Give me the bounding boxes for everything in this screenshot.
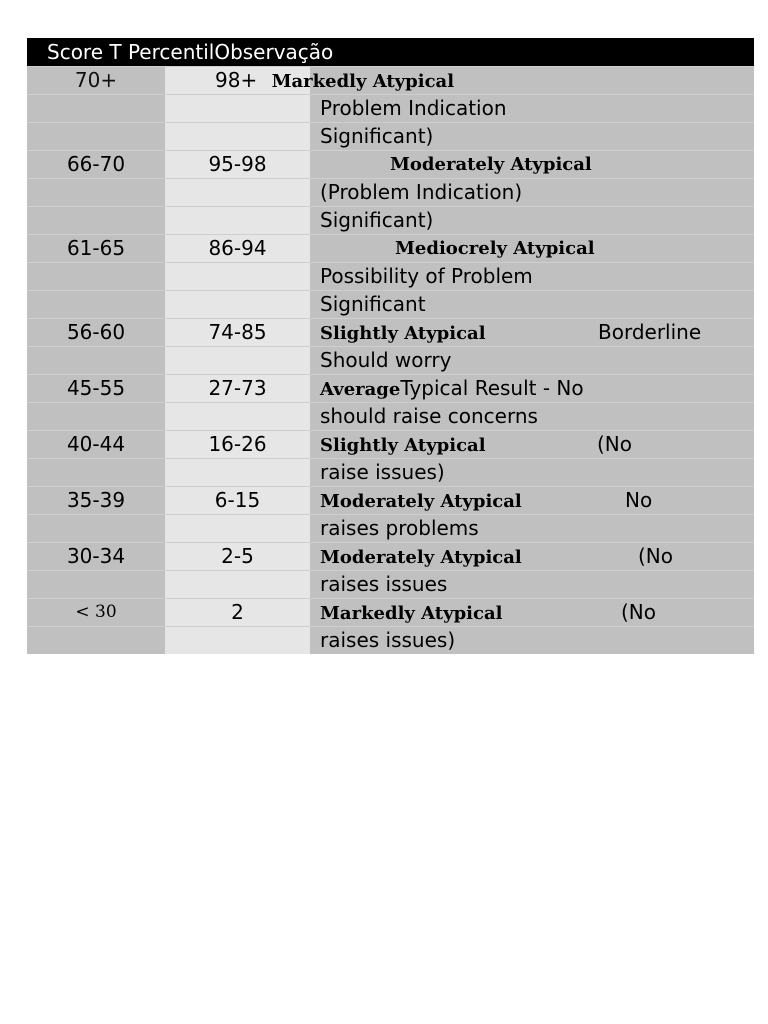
score-cell <box>27 263 165 290</box>
score-cell: 70+ <box>27 67 165 94</box>
table-row <box>27 346 754 374</box>
table-row <box>27 542 754 570</box>
header-observacao: Observação <box>214 40 334 64</box>
table-row <box>27 290 754 318</box>
percentile-cell <box>165 179 310 206</box>
observation-cell <box>310 431 754 458</box>
percentile-cell: 2 <box>165 599 310 626</box>
table-row <box>27 262 754 290</box>
observation-cell: should raise concerns <box>310 403 754 430</box>
table-row <box>27 570 754 598</box>
score-cell: 40-44 <box>27 431 165 458</box>
percentile-cell <box>165 403 310 430</box>
percentile-cell: 2-5 <box>165 543 310 570</box>
observation-cell <box>310 319 754 346</box>
observation-cell <box>310 487 754 514</box>
percentile-cell: 16-26 <box>165 431 310 458</box>
observation-cell: raise issues) <box>310 459 754 486</box>
table-row <box>27 150 754 178</box>
table-row <box>27 458 754 486</box>
observation-cell: Significant <box>310 291 754 318</box>
observation-label: Slightly Atypical <box>320 323 486 344</box>
observation-label: Markedly Atypical <box>271 71 455 92</box>
table-row <box>27 318 754 346</box>
observation-label: Moderately Atypical <box>390 154 592 175</box>
observation-note: Typical Result - No <box>400 376 584 400</box>
observation-label: Markedly Atypical <box>320 603 503 624</box>
percentile-cell <box>165 571 310 598</box>
observation-note: No <box>625 488 653 512</box>
observation-cell: raises issues) <box>310 627 754 654</box>
score-cell: 61-65 <box>27 235 165 262</box>
percentile-cell <box>165 627 310 654</box>
percentile-cell: 86-94 <box>165 235 310 262</box>
observation-cell <box>310 543 754 570</box>
table-row <box>27 402 754 430</box>
observation-cell: raises issues <box>310 571 754 598</box>
table-row <box>27 430 754 458</box>
score-cell: 56-60 <box>27 319 165 346</box>
percentile-cell <box>165 95 310 122</box>
percentile-cell <box>165 291 310 318</box>
score-cell <box>27 347 165 374</box>
percentile-cell: 6-15 <box>165 487 310 514</box>
observation-cell <box>310 599 754 626</box>
observation-cell: Significant) <box>310 207 754 234</box>
percentile-cell: 95-98 <box>165 151 310 178</box>
table-header <box>27 38 754 66</box>
table-row <box>27 206 754 234</box>
observation-label: Average <box>320 379 401 400</box>
table-row <box>27 486 754 514</box>
table-row <box>27 66 754 94</box>
percentile-cell <box>165 263 310 290</box>
score-cell <box>27 459 165 486</box>
observation-cell: Problem Indication <box>310 95 754 122</box>
percentile-cell <box>165 347 310 374</box>
percentile-observation-cell <box>165 67 754 94</box>
score-cell <box>27 95 165 122</box>
observation-cell: Should worry <box>310 347 754 374</box>
score-cell <box>27 403 165 430</box>
score-cell <box>27 179 165 206</box>
header-percentil: Percentil <box>127 40 215 64</box>
observation-note: (No <box>597 432 632 456</box>
table-row <box>27 94 754 122</box>
percentile-cell: 74-85 <box>165 319 310 346</box>
observation-label: Moderately Atypical <box>320 491 522 512</box>
table-row <box>27 122 754 150</box>
header-score-t: Score T <box>47 40 122 64</box>
observation-label: Mediocrely Atypical <box>395 238 595 259</box>
observation-note: (No <box>638 544 673 568</box>
observation-cell: raises problems <box>310 515 754 542</box>
score-cell <box>27 515 165 542</box>
score-cell <box>27 627 165 654</box>
observation-label: Moderately Atypical <box>320 547 522 568</box>
score-cell: 30-34 <box>27 543 165 570</box>
percentile-cell: 27-73 <box>165 375 310 402</box>
observation-cell: Possibility of Problem <box>310 263 754 290</box>
observation-label: Slightly Atypical <box>320 435 486 456</box>
observation-cell: (Problem Indication) <box>310 179 754 206</box>
score-cell <box>27 571 165 598</box>
observation-cell <box>310 375 754 402</box>
observation-note: Borderline <box>598 320 702 344</box>
observation-note: (No <box>621 600 656 624</box>
observation-cell: Significant) <box>310 123 754 150</box>
table-row <box>27 234 754 262</box>
percentile-value: 98+ <box>215 68 258 92</box>
score-cell <box>27 123 165 150</box>
observation-cell <box>310 151 754 178</box>
percentile-cell <box>165 123 310 150</box>
score-table <box>27 38 754 654</box>
percentile-cell <box>165 459 310 486</box>
score-cell: 66-70 <box>27 151 165 178</box>
score-cell: < 30 <box>27 599 165 626</box>
table-row <box>27 374 754 402</box>
percentile-cell <box>165 207 310 234</box>
score-cell: 45-55 <box>27 375 165 402</box>
score-cell <box>27 207 165 234</box>
observation-cell <box>310 235 754 262</box>
table-row <box>27 514 754 542</box>
percentile-cell <box>165 515 310 542</box>
score-cell: 35-39 <box>27 487 165 514</box>
table-row <box>27 178 754 206</box>
table-row <box>27 598 754 626</box>
table-body <box>27 66 754 654</box>
score-cell <box>27 291 165 318</box>
table-row <box>27 626 754 654</box>
